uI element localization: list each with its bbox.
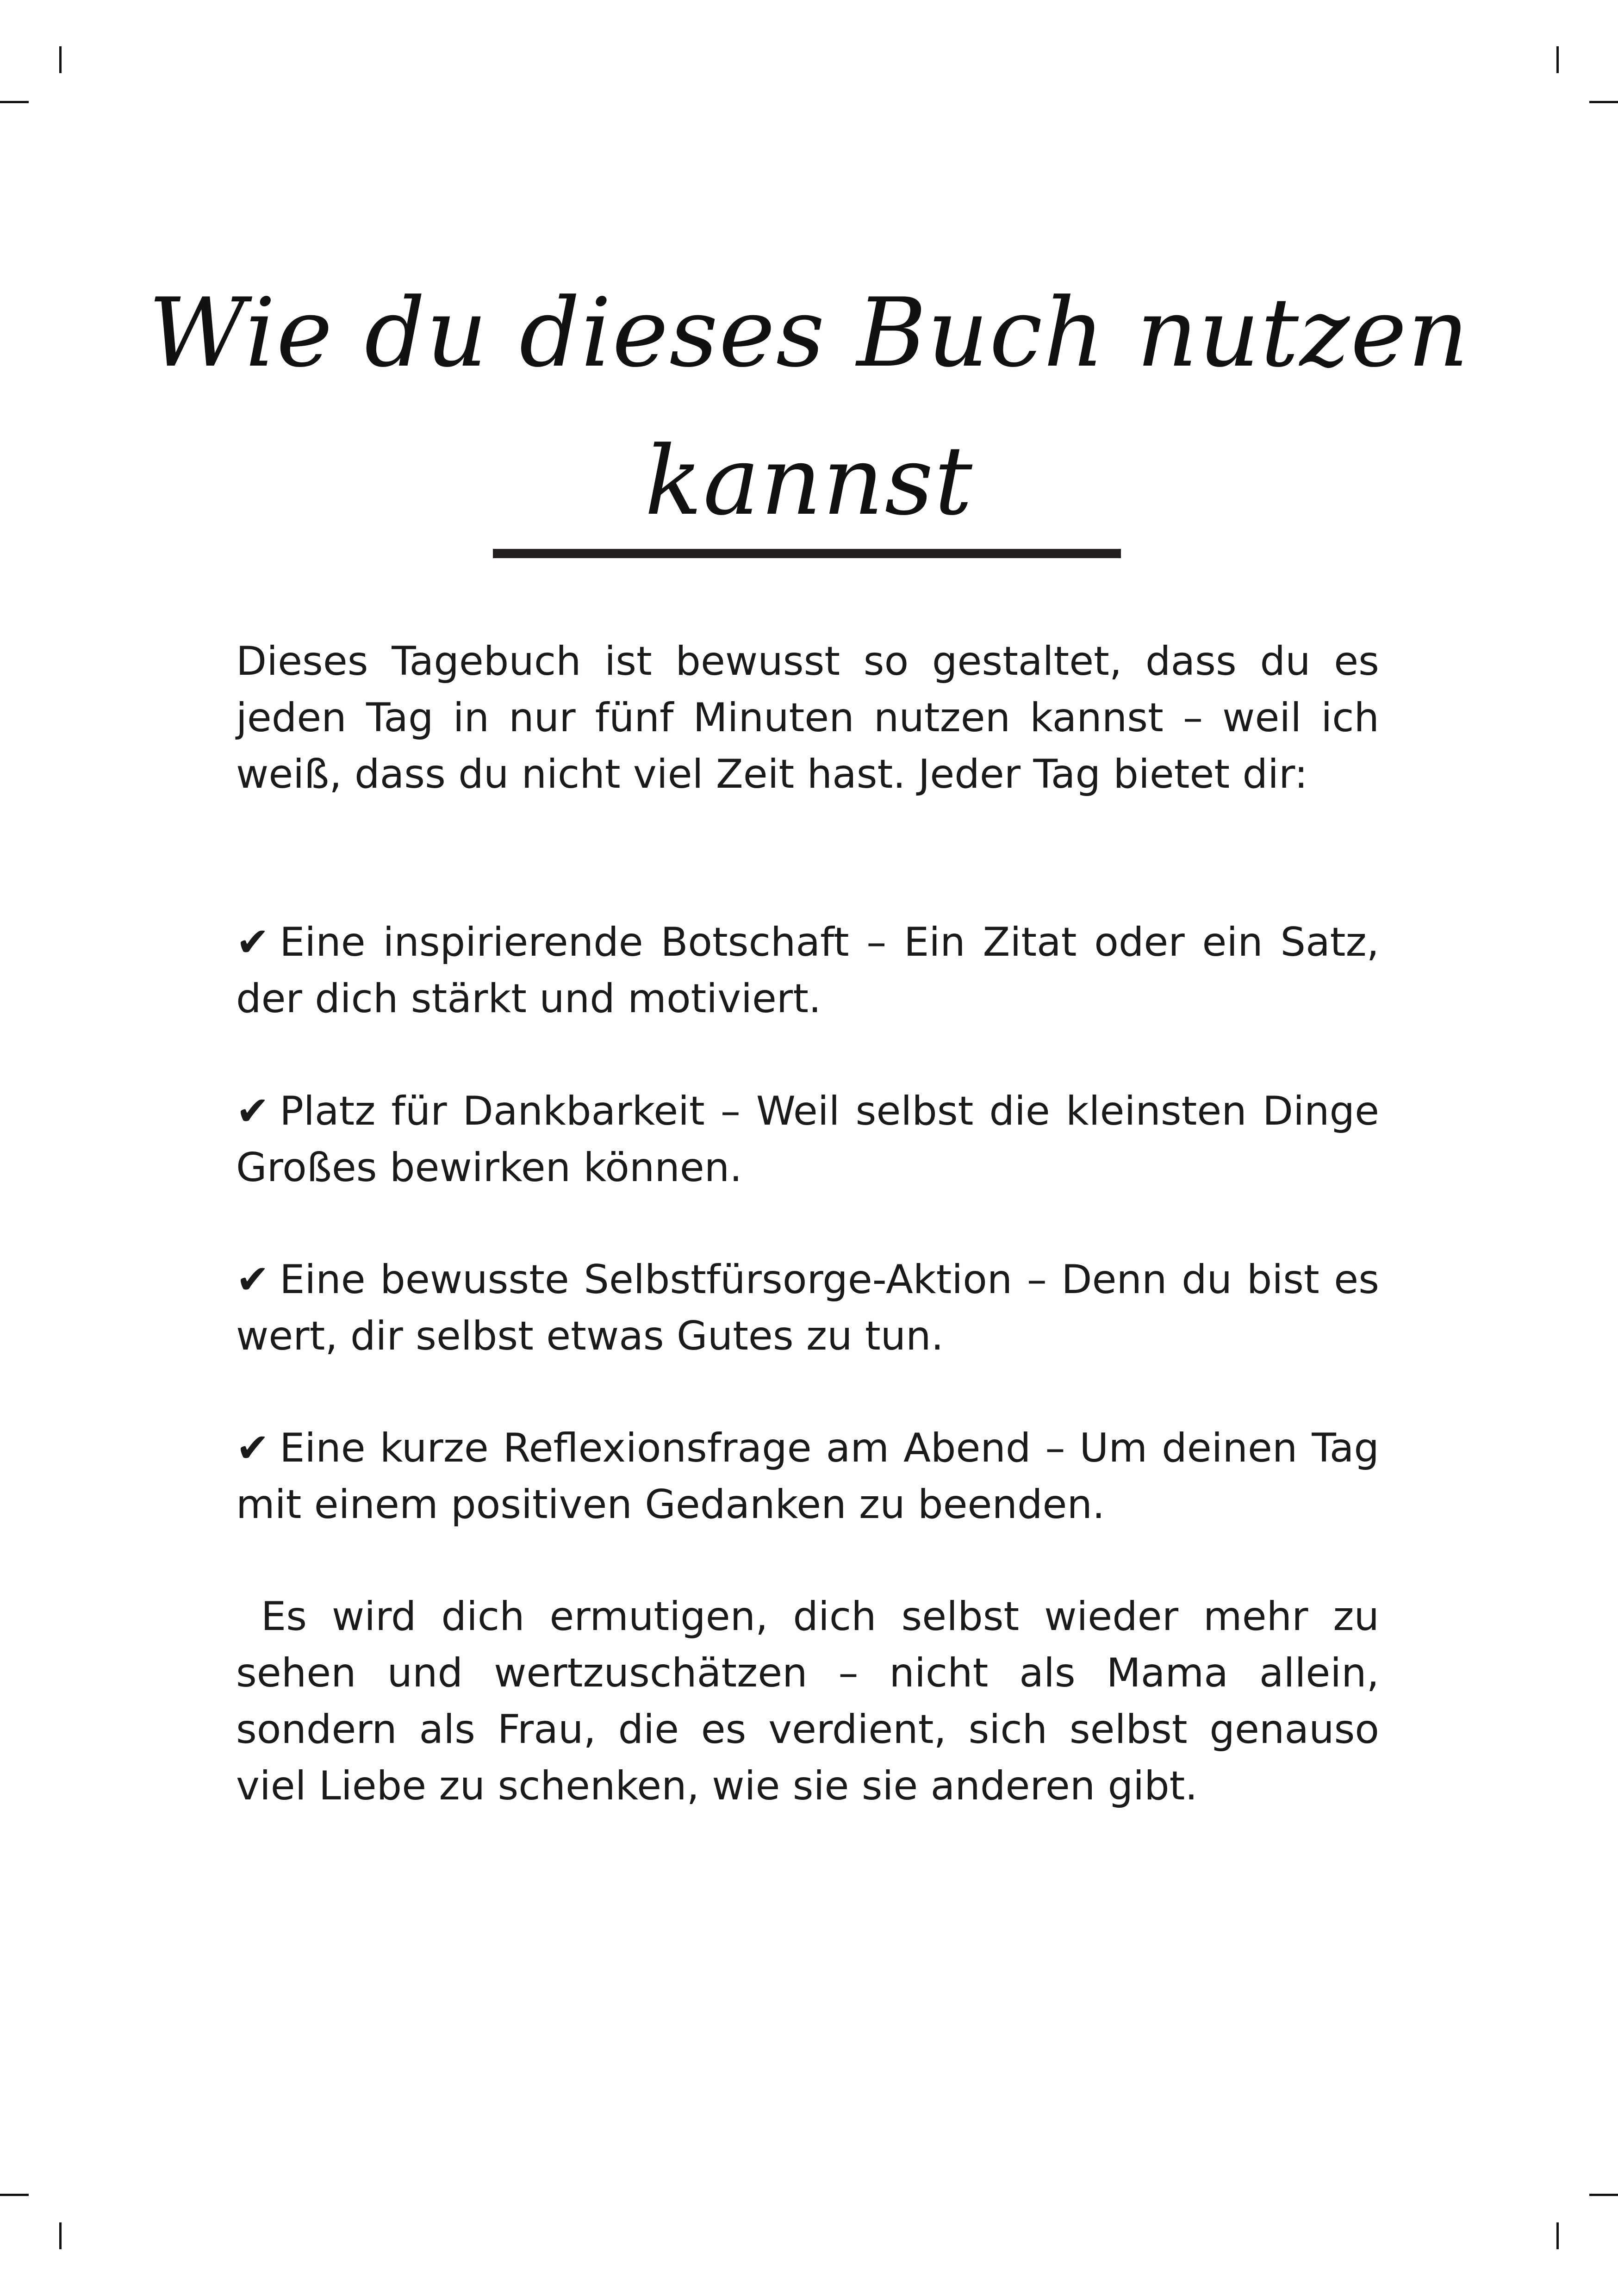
crop-mark-bottom-right-vertical [1556, 2222, 1559, 2249]
list-item [236, 1083, 1379, 1196]
checkmark-icon: ✔ [236, 1257, 270, 1303]
checkmark-icon: ✔ [236, 1088, 270, 1134]
crop-mark-top-left-horizontal [0, 101, 29, 103]
crop-mark-top-left-vertical [59, 46, 62, 73]
page-title-line-1: Wie du dieses Buch nutzen [148, 278, 1470, 388]
checkmark-icon: ✔ [236, 919, 270, 965]
crop-mark-bottom-left-horizontal [0, 2194, 29, 2196]
intro-paragraph: Dieses Tagebuch ist bewusst so gestaltet, dass du es jeden Tag in nur fünf Minuten nutzen kannst – weil ich weiß, dass du nicht viel Zeit hast. Jeder Tag bietet dir: [236, 638, 1379, 797]
list-item [236, 1420, 1379, 1533]
crop-mark-top-right-horizontal [1589, 101, 1618, 103]
list-item [236, 1251, 1379, 1364]
crop-mark-bottom-left-vertical [59, 2222, 62, 2249]
outro-text: Es wird dich ermutigen, dich selbst wieder mehr zu sehen und wertzuschätzen – nicht als Mama allein, sondern als Frau, die es verdient, sich selbst genauso viel Liebe zu schenken, wie sie sie anderen gibt. [236, 1593, 1379, 1809]
list-item-text: Eine inspirierende Botschaft – Ein Zitat oder ein Satz, der dich stärkt und motiviert. [236, 919, 1379, 1022]
title-divider [493, 549, 1121, 558]
page-title-line-2: kannst [644, 426, 974, 536]
list-item [236, 914, 1379, 1027]
checkmark-icon: ✔ [236, 1425, 270, 1471]
crop-mark-top-right-vertical [1556, 46, 1559, 73]
outro-paragraph [236, 1588, 1379, 1814]
crop-mark-bottom-right-horizontal [1589, 2194, 1618, 2196]
list-item-text: Platz für Dankbarkeit – Weil selbst die kleinsten Dinge Großes bewirken können. [236, 1088, 1379, 1191]
list-item-text: Eine bewusste Selbstfürsorge-Aktion – Denn du bist es wert, dir selbst etwas Gutes zu tun. [236, 1257, 1379, 1359]
list-item-text: Eine kurze Reflexionsfrage am Abend – Um deinen Tag mit einem positiven Gedanken zu beenden. [236, 1425, 1379, 1528]
